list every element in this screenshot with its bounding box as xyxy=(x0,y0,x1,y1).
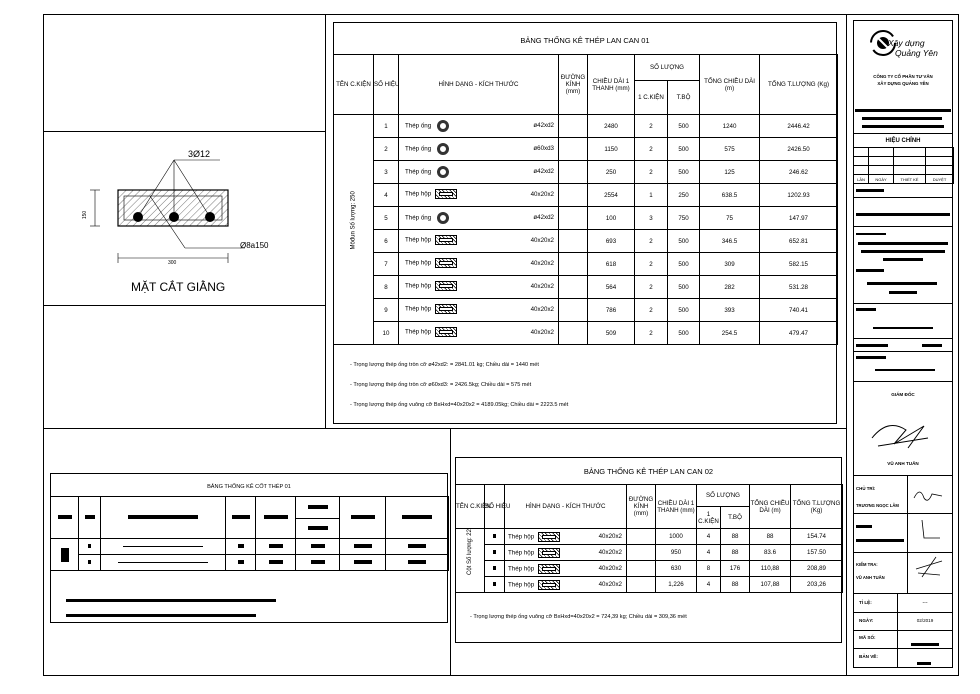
table-cell: Thép hộp 40x20x2 xyxy=(399,276,559,299)
table-cell: 500 xyxy=(668,299,700,322)
table-cell xyxy=(559,276,588,299)
table-cell xyxy=(485,561,505,577)
table-cell: 950 xyxy=(656,545,697,561)
table-cell: Thép ống ø42xd2 xyxy=(399,161,559,184)
table01-note-2: - Trọng lượng thép ống tròn cỡ ø60xd3: = 2426.5kg; Chiều dài = 575 mét xyxy=(350,382,532,388)
th-qty-total: T.BỘ xyxy=(668,81,700,115)
table-cell: 2 xyxy=(635,138,668,161)
ratio-value: --- xyxy=(922,600,928,606)
th2-diameter: ĐƯỜNG KÍNH (mm) xyxy=(627,485,656,529)
th2-total-weight: TỔNG T.LƯỢNG (Kg) xyxy=(791,485,843,529)
table-cell: 2 xyxy=(635,322,668,345)
box-section-icon xyxy=(435,258,457,268)
divider xyxy=(43,305,325,306)
redacted-project xyxy=(853,212,953,217)
th2-component: TÊN C.KIỆN xyxy=(456,485,485,529)
table-cell: 652.81 xyxy=(760,230,838,253)
table-row xyxy=(334,253,838,276)
table-cell: 4 xyxy=(697,577,721,593)
th-total-length: TỔNG CHIỀU DÀI (m) xyxy=(700,55,760,115)
table-cell: Thép hộp 40x20x2 xyxy=(399,322,559,345)
rebar-label: 3Ø12 xyxy=(188,149,211,159)
table-cell: 618 xyxy=(588,253,635,276)
table02-note: - Trọng lượng thép ống vuông cỡ BxHxd=40x20x2 = 724,39 kg; Chiều dài = 309,36 mét xyxy=(470,614,687,620)
box-section-icon xyxy=(538,548,560,558)
divider xyxy=(846,14,847,676)
pipe-section-icon xyxy=(437,143,449,155)
table-cell: Thép hộp 40x20x2 xyxy=(505,577,627,593)
table-cell: Thép hộp 40x20x2 xyxy=(505,561,627,577)
table03 xyxy=(50,496,449,571)
drawing-no-label: MÃ SỐ: xyxy=(859,635,876,640)
th-no: SỐ HIỆU xyxy=(374,55,399,115)
table-cell: 250 xyxy=(588,161,635,184)
table03-title: BẢNG THỐNG KÊ CỐT THÉP 01 xyxy=(207,484,291,490)
table-cell: 110,88 xyxy=(750,561,791,577)
redacted-phase xyxy=(853,355,953,360)
table-row xyxy=(334,138,838,161)
box-section-icon xyxy=(538,564,560,574)
table-cell: 5 xyxy=(374,207,399,230)
person-1: TRƯƠNG NGỌC LÂM xyxy=(856,503,899,508)
table-cell: 500 xyxy=(668,253,700,276)
divider xyxy=(43,428,846,429)
table-cell: 2 xyxy=(635,253,668,276)
table-cell: 500 xyxy=(668,138,700,161)
ratio-label: TỈ LỆ: xyxy=(859,600,872,605)
table03-redacted-note xyxy=(66,607,256,625)
redacted-phase xyxy=(853,367,953,372)
table-row xyxy=(334,322,838,345)
table-cell: 2 xyxy=(635,299,668,322)
table-cell: 10 xyxy=(374,322,399,345)
director-name: VŨ ANH TUẤN xyxy=(887,461,919,466)
table-cell: 208,89 xyxy=(791,561,843,577)
table-cell xyxy=(627,529,656,545)
rev-header: DUYỆT xyxy=(926,175,954,184)
divider xyxy=(325,14,326,428)
redacted-work xyxy=(853,231,953,236)
table-cell: 176 xyxy=(721,561,750,577)
table-cell: 88 xyxy=(750,529,791,545)
th2-no: SỐ HIỆU xyxy=(485,485,505,529)
th2-total-length: TỔNG CHIỀU DÀI (m) xyxy=(750,485,791,529)
table-cell: 2 xyxy=(374,138,399,161)
table02-title: BẢNG THỐNG KÊ THÉP LAN CAN 02 xyxy=(583,467,714,476)
table-cell: 786 xyxy=(588,299,635,322)
table01-title: BẢNG THỐNG KÊ THÉP LAN CAN 01 xyxy=(520,36,650,45)
table-cell: 582.15 xyxy=(760,253,838,276)
table-cell xyxy=(485,545,505,561)
table-cell: 500 xyxy=(668,161,700,184)
signature-3 xyxy=(912,553,946,581)
rev-header: THIẾT KẾ xyxy=(894,175,926,184)
table01-body xyxy=(334,115,838,345)
table-cell: 500 xyxy=(668,276,700,299)
table-cell: Thép hộp 40x20x2 xyxy=(399,184,559,207)
table-cell xyxy=(485,577,505,593)
th-qty-comp: 1 C.KIỆN xyxy=(635,81,668,115)
table-cell: 7 xyxy=(374,253,399,276)
table-cell: 125 xyxy=(700,161,760,184)
redacted-owner xyxy=(853,188,953,193)
table01-note-3: - Trọng lượng thép ống vuông cỡ BxHxd=40x20x2 = 4189.05kg; Chiều dài = 2223.5 mét xyxy=(350,402,569,408)
table-row xyxy=(334,276,838,299)
redacted-drawing xyxy=(853,325,953,330)
table-row xyxy=(334,207,838,230)
table01 xyxy=(333,54,838,345)
th-shape: HÌNH DẠNG - KÍCH THƯỚC xyxy=(399,55,559,115)
sheet-label: BẢN VẼ: xyxy=(859,654,878,659)
box-section-icon xyxy=(435,327,457,337)
th2-length: CHIỀU DÀI 1 THANH (mm) xyxy=(656,485,697,529)
table-cell: 564 xyxy=(588,276,635,299)
th-total-weight: TỔNG T.LƯỢNG (Kg) xyxy=(760,55,838,115)
signature-2 xyxy=(914,516,944,544)
table-cell: 500 xyxy=(668,322,700,345)
table-cell xyxy=(559,322,588,345)
table02 xyxy=(455,484,843,593)
table-cell: 2 xyxy=(635,161,668,184)
table-cell: 107,88 xyxy=(750,577,791,593)
table-row xyxy=(456,577,843,593)
table-cell: 4 xyxy=(697,545,721,561)
table-cell: 750 xyxy=(668,207,700,230)
box-section-icon xyxy=(435,189,457,199)
box-section-icon xyxy=(435,304,457,314)
table-cell: 1150 xyxy=(588,138,635,161)
table-cell xyxy=(559,115,588,138)
table-cell xyxy=(559,207,588,230)
table-cell: 100 xyxy=(588,207,635,230)
table-cell: 282 xyxy=(700,276,760,299)
table-row xyxy=(456,545,843,561)
logo-name-1: Xây dựng xyxy=(888,38,925,48)
table-cell: 3 xyxy=(374,161,399,184)
pipe-section-icon xyxy=(437,212,449,224)
rev-header: LẦN xyxy=(854,175,869,184)
divider xyxy=(43,131,325,132)
table-cell: 309 xyxy=(700,253,760,276)
table-cell: 638.5 xyxy=(700,184,760,207)
redacted-location xyxy=(853,281,953,286)
role-1: CHỦ TRÌ: xyxy=(856,486,876,491)
table-cell: Thép ống ø42xd2 xyxy=(399,207,559,230)
table-row xyxy=(334,115,838,138)
table-cell xyxy=(627,561,656,577)
director-label: GIÁM ĐỐC xyxy=(891,392,915,397)
th-qty: SỐ LƯỢNG xyxy=(635,55,700,81)
table-row xyxy=(334,184,838,207)
table-cell: 2480 xyxy=(588,115,635,138)
th2-qty-comp: 1 C.KIỆN xyxy=(697,507,721,529)
table-cell xyxy=(559,299,588,322)
box-section-icon xyxy=(538,532,560,542)
table-cell: 2554 xyxy=(588,184,635,207)
sheet-no-redacted xyxy=(917,655,931,673)
table-row xyxy=(334,299,838,322)
table-cell: 1202.93 xyxy=(760,184,838,207)
table-cell: 9 xyxy=(374,299,399,322)
table-cell: 575 xyxy=(700,138,760,161)
table-row xyxy=(334,230,838,253)
table-row xyxy=(456,529,843,545)
logo-name-2: Quảng Yên xyxy=(895,48,938,58)
table-cell xyxy=(559,253,588,276)
table-cell: Thép hộp 40x20x2 xyxy=(505,529,627,545)
table-cell: 8 xyxy=(374,276,399,299)
company-line-2: XÂY DỰNG QUẢNG YÊN xyxy=(877,81,929,86)
table-cell xyxy=(559,161,588,184)
table-cell xyxy=(559,184,588,207)
table-cell: Thép hộp 40x20x2 xyxy=(399,253,559,276)
section-title: MẶT CẮT GIẰNG xyxy=(131,280,226,294)
redacted-drawing xyxy=(853,307,953,312)
table-cell: 2 xyxy=(635,276,668,299)
table-cell: 1 xyxy=(374,115,399,138)
table-cell: 4 xyxy=(374,184,399,207)
table01-note-1: - Trọng lượng thép ống tròn cỡ ø42xd2: = 2841.01 kg; Chiều dài = 1440 mét xyxy=(350,362,539,368)
table-cell: 147.97 xyxy=(760,207,838,230)
th-component: TÊN C.KIỆN xyxy=(334,55,374,115)
th2-shape: HÌNH DẠNG - KÍCH THƯỚC xyxy=(505,485,627,529)
table-cell: 250 xyxy=(668,184,700,207)
component-cell: Môđun Số lượng: 250 xyxy=(334,115,374,345)
table-cell xyxy=(485,529,505,545)
table-cell: 479.47 xyxy=(760,322,838,345)
box-section-icon xyxy=(435,281,457,291)
table-cell: 6 xyxy=(374,230,399,253)
table-cell: 246.62 xyxy=(760,161,838,184)
director-signature xyxy=(868,408,938,454)
revision-table xyxy=(853,147,954,184)
table-cell: Thép ống ø42xd2 xyxy=(399,115,559,138)
company-line-1: CÔNG TY CỔ PHẦN TƯ VẤN xyxy=(873,74,933,79)
redacted-work xyxy=(853,257,953,262)
table-cell: 254.5 xyxy=(700,322,760,345)
pipe-section-icon xyxy=(437,120,449,132)
table-row xyxy=(456,561,843,577)
table-cell: 88 xyxy=(721,529,750,545)
drawing-no-redacted xyxy=(911,636,939,654)
table-cell: Thép ống ø60xd3 xyxy=(399,138,559,161)
table-cell: 157.50 xyxy=(791,545,843,561)
table-cell xyxy=(559,230,588,253)
redacted-location xyxy=(853,290,953,295)
box-section-icon xyxy=(538,580,560,590)
component-cell: Cột Số lượng: 22 xyxy=(456,529,485,593)
table-cell: 3 xyxy=(635,207,668,230)
redacted-work xyxy=(853,241,953,246)
table-cell: 2446.42 xyxy=(760,115,838,138)
date-value: 02/2019 xyxy=(916,618,934,623)
table-cell: 88 xyxy=(721,577,750,593)
th2-qty: SỐ LƯỢNG xyxy=(697,485,750,507)
revision-title: HIỆU CHỈNH xyxy=(885,138,921,144)
divider xyxy=(450,428,451,676)
date-label: NGÀY: xyxy=(859,618,874,623)
table-cell: 88 xyxy=(721,545,750,561)
table-cell: 531.28 xyxy=(760,276,838,299)
dim-width: 300 xyxy=(168,260,177,266)
table-cell: 509 xyxy=(588,322,635,345)
table-cell: 1000 xyxy=(656,529,697,545)
table-cell xyxy=(627,545,656,561)
table-cell: 203,26 xyxy=(791,577,843,593)
table-cell: 630 xyxy=(656,561,697,577)
table-cell: 2426.50 xyxy=(760,138,838,161)
table-cell: 693 xyxy=(588,230,635,253)
table-cell: 500 xyxy=(668,230,700,253)
table-cell: 1240 xyxy=(700,115,760,138)
dim-height: 150 xyxy=(82,210,89,220)
signature-1 xyxy=(912,484,946,506)
table-cell: Thép hộp 40x20x2 xyxy=(399,230,559,253)
pipe-section-icon xyxy=(437,166,449,178)
th2-qty-total: T.BỘ xyxy=(721,507,750,529)
table-row xyxy=(334,161,838,184)
person-3: VŨ ANH TUẤN xyxy=(856,575,885,580)
table-cell: 2 xyxy=(635,230,668,253)
table02-body xyxy=(456,529,843,593)
redacted-phase xyxy=(853,343,953,348)
redacted-work xyxy=(853,249,953,254)
box-section-icon xyxy=(435,235,457,245)
table-cell: 500 xyxy=(668,115,700,138)
role-2: KIỂM TRA: xyxy=(856,562,878,567)
table-cell xyxy=(559,138,588,161)
th-diameter: ĐƯỜNG KÍNH (mm) xyxy=(559,55,588,115)
redacted-location xyxy=(853,268,953,273)
th-length: CHIỀU DÀI 1 THANH (mm) xyxy=(588,55,635,115)
table-cell: 393 xyxy=(700,299,760,322)
table-cell: Thép hộp 40x20x2 xyxy=(505,545,627,561)
table-cell: Thép hộp 40x20x2 xyxy=(399,299,559,322)
table-cell: 83.6 xyxy=(750,545,791,561)
table-cell: 8 xyxy=(697,561,721,577)
table-cell: 740.41 xyxy=(760,299,838,322)
rev-header: NGÀY xyxy=(869,175,894,184)
table-cell: 1 xyxy=(635,184,668,207)
section-svg xyxy=(70,140,300,290)
table-cell: 154.74 xyxy=(791,529,843,545)
stirrup-label: Ø8a150 xyxy=(240,241,269,250)
table-cell: 75 xyxy=(700,207,760,230)
table-cell: 346.5 xyxy=(700,230,760,253)
table-cell: 2 xyxy=(635,115,668,138)
table-cell xyxy=(627,577,656,593)
table-cell: 1,226 xyxy=(656,577,697,593)
table-cell: 4 xyxy=(697,529,721,545)
